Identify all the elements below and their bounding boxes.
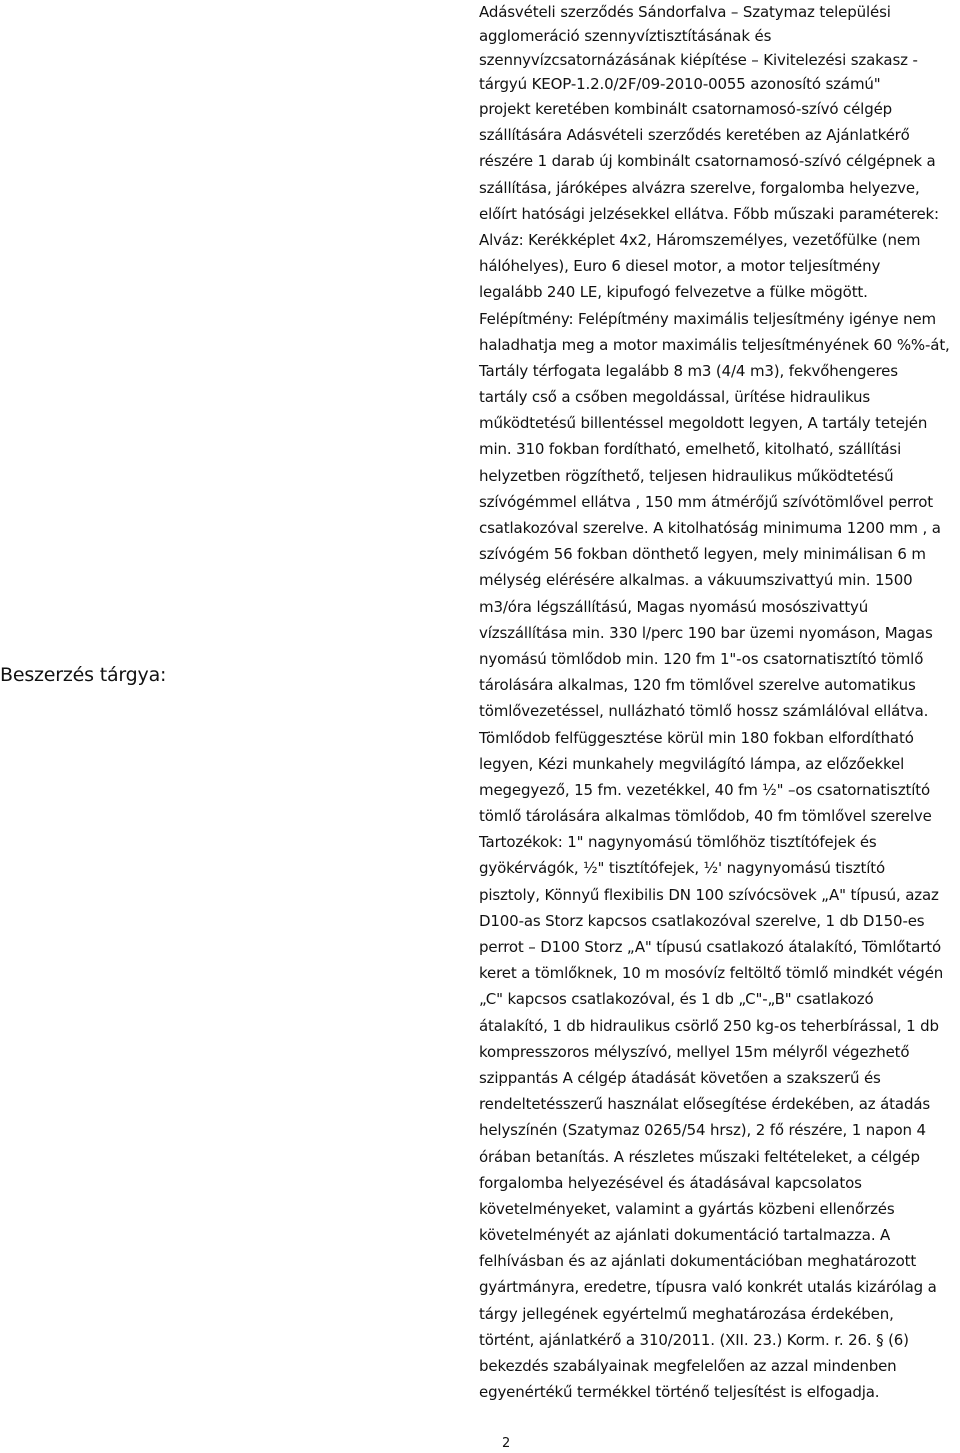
text-line: részére 1 darab új kombinált csatornamosó-szívó célgépnek a bbox=[479, 152, 936, 171]
intro-line: Adásvételi szerződés Sándorfalva – Szatymaz települési bbox=[479, 3, 891, 21]
text-line: mélység elérésére alkalmas. a vákuumszivattyú min. 1500 bbox=[479, 571, 913, 590]
intro-line: szennyvízcsatornázásának kiépítése – Kivitelezési szakasz - bbox=[479, 51, 918, 69]
text-line: órában betanítás. A részletes műszaki feltételeket, a célgép bbox=[479, 1147, 920, 1166]
text-line: tárgy jellegének egyértelmű meghatározása érdekében, bbox=[479, 1304, 894, 1323]
text-line: haladhatja meg a motor maximális teljesítményének 60 %%-át, bbox=[479, 335, 950, 354]
text-line: szippantás A célgép átadását követően a szakszerű és bbox=[479, 1068, 881, 1087]
text-line: szállítása, járóképes alvázra szerelve, forgalomba helyezve, bbox=[479, 178, 920, 197]
text-line: min. 310 fokban fordítható, emelhető, kitolható, szállítási bbox=[479, 440, 902, 459]
text-line: szállítására Adásvételi szerződés keretében az Ajánlatkérő bbox=[479, 126, 910, 145]
text-line: megegyező, 15 fm. vezetékkel, 40 fm ½" –os csatornatisztító bbox=[479, 780, 931, 799]
text-line: követelményét az ajánlati dokumentáció tartalmazza. A bbox=[479, 1226, 891, 1245]
page-number: 2 bbox=[502, 1436, 511, 1451]
text-line: Tömlődob felfüggesztése körül min 180 fokban elfordítható bbox=[479, 728, 914, 747]
text-line: Alváz: Kerékképlet 4x2, Háromszemélyes, vezetőfülke (nem bbox=[479, 230, 921, 249]
text-line: követelményeket, valamint a gyártás közbeni ellenőrzés bbox=[479, 1199, 895, 1218]
text-line: hálóhelyes), Euro 6 diesel motor, a motor teljesítmény bbox=[479, 257, 881, 276]
text-line: „C" kapcsos csatlakozóval, és 1 db „C"-„B" csatlakozó bbox=[479, 990, 874, 1009]
text-line: átalakító, 1 db hidraulikus csörlő 250 kg-os teherbírással, 1 db bbox=[479, 1016, 939, 1035]
text-line: D100-as Storz kapcsos csatlakozóval szerelve, 1 db D150-es bbox=[479, 911, 925, 930]
text-line: tárolására alkalmas, 120 fm tömlővel szerelve automatikus bbox=[479, 676, 916, 695]
text-line: csatlakozóval szerelve. A kitolhatóság minimuma 1200 mm , a bbox=[479, 519, 941, 537]
text-line: vízszállítása min. 330 l/perc 190 bar üzemi nyomáson, Magas bbox=[479, 623, 933, 642]
text-line: történt, ajánlatkérő a 310/2011. (XII. 23.) Korm. r. 26. § (6) bbox=[479, 1330, 909, 1349]
intro-line: tárgyú KEOP-1.2.0/2F/09-2010-0055 azonosító számú" bbox=[479, 75, 881, 93]
field-value-beszerzes-targya bbox=[479, 0, 957, 1405]
text-line: keret a tömlőknek, 10 m mosóvíz feltöltő tömlő mindkét végén bbox=[479, 964, 944, 983]
text-line: perrot – D100 Storz „A" típusú csatlakozó átalakító, Tömlőtartó bbox=[479, 938, 941, 956]
text-line: helyszínén (Szatymaz 0265/54 hrsz), 2 fő részére, 1 napon 4 bbox=[479, 1121, 926, 1140]
text-line: felhívásban és az ajánlati dokumentációban meghatározott bbox=[479, 1252, 917, 1271]
text-line: Felépítmény: Felépítmény maximális teljesítmény igénye nem bbox=[479, 309, 936, 328]
text-line: forgalomba helyezésével és átadásával kapcsolatos bbox=[479, 1173, 862, 1192]
text-line: bekezdés szabályainak megfelelően az azzal mindenben bbox=[479, 1357, 897, 1375]
text-line: egyenértékű termékkel történő teljesítést is elfogadja. bbox=[479, 1383, 880, 1402]
text-line: szívógém 56 fokban dönthető legyen, mely minimálisan 6 m bbox=[479, 545, 926, 564]
text-line: tömlővezetéssel, nullázható tömlő hossz számlálóval ellátva. bbox=[479, 702, 929, 721]
text-line: legyen, Kézi munkahely megvilágító lámpa, az előzőekkel bbox=[479, 754, 905, 773]
text-line: helyzetben rögzíthető, teljesen hidraulikus működtetésű bbox=[479, 466, 894, 485]
text-line: tömlő tárolására alkalmas tömlődob, 40 fm tömlővel szerelve bbox=[479, 807, 932, 826]
body-text-block bbox=[479, 96, 957, 1405]
text-line: tartály cső a csőben megoldással, ürítése hidraulikus bbox=[479, 388, 871, 407]
intro-block bbox=[479, 0, 957, 96]
text-line: előírt hatósági jelzésekkel ellátva. Főbb műszaki paraméterek: bbox=[479, 204, 939, 223]
text-line: működtetésű billentéssel megoldott legyen, A tartály tetején bbox=[479, 414, 928, 433]
text-line: szívógémmel ellátva , 150 mm átmérőjű szívótömlővel perrot bbox=[479, 492, 933, 511]
field-label-beszerzes-targya: Beszerzés tárgya: bbox=[0, 664, 167, 686]
text-line: projekt keretében kombinált csatornamosó-szívó célgép bbox=[479, 100, 893, 118]
text-line: kompresszoros mélyszívó, mellyel 15m mélyről végezhető bbox=[479, 1042, 910, 1061]
text-line: legalább 240 LE, kipufogó felvezetve a fülke mögött. bbox=[479, 283, 868, 302]
text-line: Tartály térfogata legalább 8 m3 (4/4 m3), fekvőhengeres bbox=[479, 361, 898, 380]
intro-line: agglomeráció szennyvíztisztításának és bbox=[479, 27, 772, 45]
text-line: gyártmányra, eredetre, típusra való konkrét utalás kizárólag a bbox=[479, 1278, 937, 1297]
text-line: rendeltetésszerű használat elősegítése érdekében, az átadás bbox=[479, 1095, 931, 1114]
text-line: nyomású tömlődob min. 120 fm 1"-os csatornatisztító tömlő bbox=[479, 649, 924, 668]
text-line: m3/óra légszállítású, Magas nyomású mosószivattyú bbox=[479, 597, 869, 616]
text-line: gyökérvágók, ½" tisztítófejek, ½' nagynyomású tisztító bbox=[479, 859, 886, 878]
text-line: pisztoly, Könnyű flexibilis DN 100 szívócsövek „A" típusú, azaz bbox=[479, 885, 939, 904]
text-line: Tartozékok: 1" nagynyomású tömlőhöz tisztítófejek és bbox=[479, 833, 877, 852]
